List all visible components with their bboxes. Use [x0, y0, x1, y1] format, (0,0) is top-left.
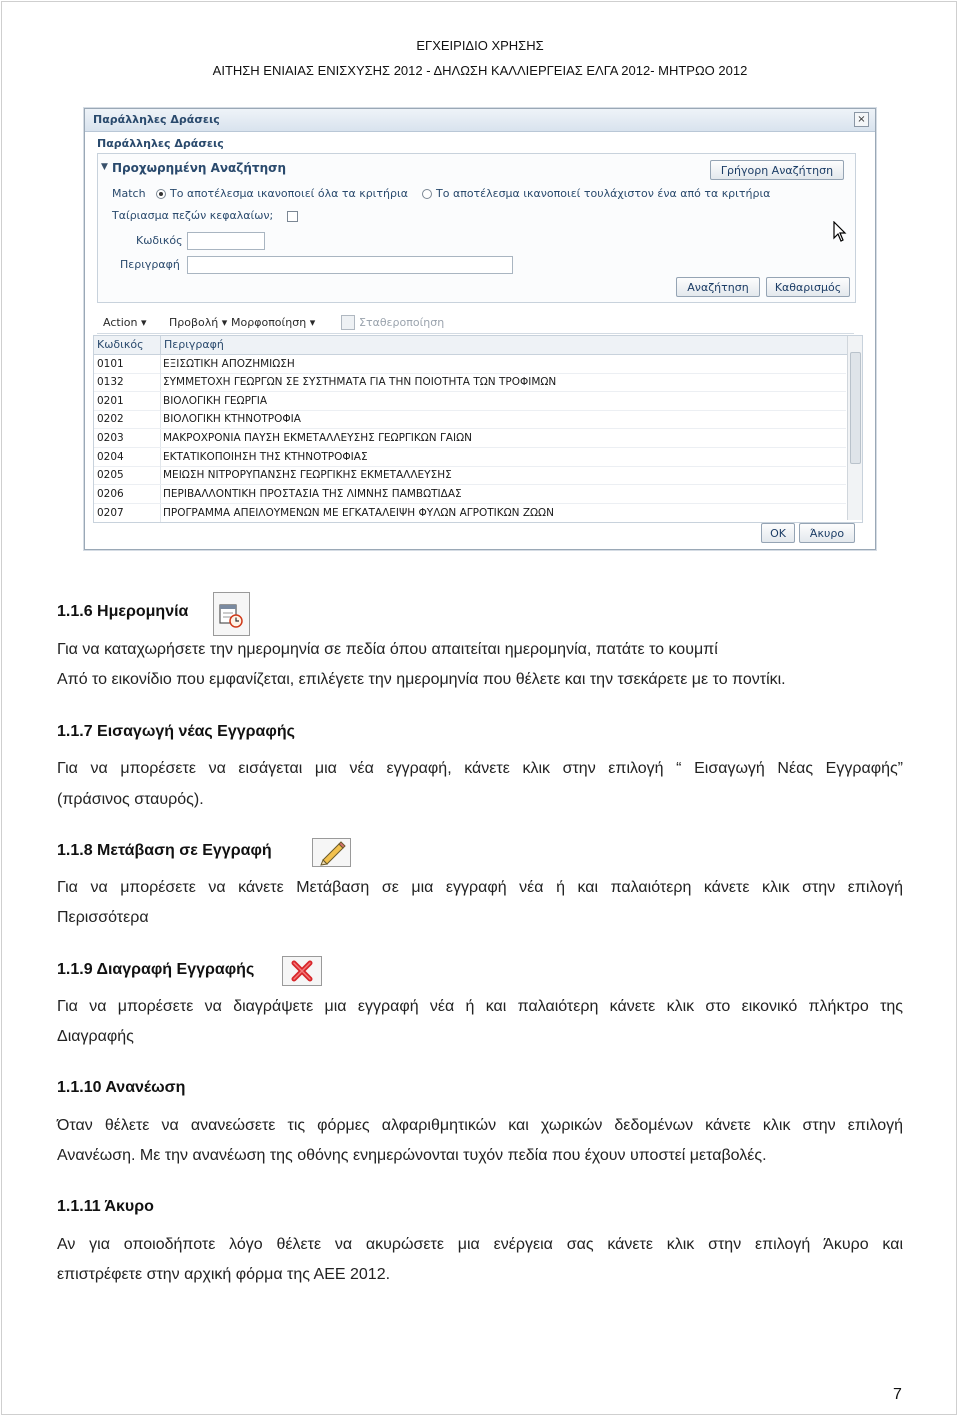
quick-search-button[interactable]: Γρήγορη Αναζήτηση — [710, 160, 844, 180]
section-cancel-heading: 1.1.11 Άκυρο — [57, 1198, 154, 1215]
section-delete-record-text-2: Διαγραφής — [57, 1028, 134, 1045]
table-scrollbar[interactable] — [847, 336, 862, 520]
view-menu[interactable]: Προβολή ▾ — [169, 316, 228, 329]
description-input[interactable] — [187, 256, 513, 274]
section-refresh-text-2: Ανανέωση. Με την ανανέωση της οθόνης ενημερώνονται τυχόν πεδία που έχουν υποστεί μεταβολές. — [57, 1147, 767, 1164]
table-toolbar — [97, 311, 854, 334]
advanced-search-title: Προχωρημένη Αναζήτηση — [112, 161, 287, 175]
description-label: Περιγραφή — [120, 258, 180, 271]
dialog-title: Παράλληλες Δράσεις — [93, 113, 220, 126]
match-all-radio[interactable] — [156, 189, 166, 199]
column-header-description[interactable]: Περιγραφή — [160, 336, 850, 355]
section-new-record-text-1: Για να μπορέσετε να εισάγεται μια νέα εγγραφή, κάνετε κλικ στην επιλογή “ Εισαγωγή Νέας Εγγραφής” — [57, 760, 903, 777]
match-any-label: Το αποτέλεσμα ικανοποιεί τουλάχιστον ένα από τα κριτήρια — [436, 187, 771, 200]
manual-header-title: ΕΓΧΕΙΡΙΔΙΟ ΧΡΗΣΗΣ — [416, 38, 544, 53]
table-row[interactable]: 0205 ΜΕΙΩΣΗ ΝΙΤΡΟΡΥΠΑΝΣΗΣ ΓΕΩΡΓΙΚΗΣ ΕΚΜΕΤΑΛΛΕΥΣΗΣ — [94, 466, 846, 485]
format-menu[interactable]: Μορφοποίηση ▾ — [231, 316, 316, 329]
table-row[interactable]: 0206 ΠΕΡΙΒΑΛΛΟΝΤΙΚΗ ΠΡΟΣΤΑΣΙΑ ΤΗΣ ΛΙΜΝΗΣ ΠΑΜΒΩΤΙΔΑΣ — [94, 485, 846, 504]
action-menu[interactable]: Action ▾ — [103, 316, 147, 329]
dialog-subtitle: Παράλληλες Δράσεις — [97, 137, 224, 150]
scrollbar-thumb[interactable] — [850, 352, 861, 464]
section-goto-record-text-2: Περισσότερα — [57, 909, 149, 926]
ok-button[interactable]: OK — [761, 523, 795, 543]
collapse-caret-icon[interactable]: ▼ — [101, 162, 108, 172]
cancel-button[interactable]: Άκυρο — [799, 523, 855, 543]
section-date-text-1: Για να καταχωρήσετε την ημερομηνία σε πεδία όπου απαιτείται ημερομηνία, πατάτε το κουμπί — [57, 641, 718, 658]
table-row[interactable]: 0207 ΠΡΟΓΡΑΜΜΑ ΑΠΕΙΛΟΥΜΕΝΩΝ ΜΕ ΕΓΚΑΤΑΛΕΙΨΗ ΦΥΛΩΝ ΑΓΡΟΤΙΚΩΝ ΖΩΩΝ — [94, 504, 846, 523]
match-all-label: Το αποτέλεσμα ικανοποιεί όλα τα κριτήρια — [170, 187, 408, 200]
section-refresh-heading: 1.1.10 Ανανέωση — [57, 1079, 186, 1096]
table-row[interactable]: 0203 ΜΑΚΡΟΧΡΟΝΙΑ ΠΑΥΣΗ ΕΚΜΕΤΑΛΛΕΥΣΗΣ ΓΕΩΡΓΙΚΩΝ ΓΑΙΩΝ — [94, 429, 846, 448]
code-label: Κωδικός — [136, 234, 183, 247]
section-delete-record-heading: 1.1.9 Διαγραφή Εγγραφής — [57, 961, 255, 978]
freeze-button[interactable]: Σταθεροποίηση — [359, 316, 445, 329]
table-row[interactable]: 0202 ΒΙΟΛΟΓΙΚΗ ΚΤΗΝΟΤΡΟΦΙΑ — [94, 410, 846, 429]
section-cancel-text-2: επιστρέφετε στην αρχική φόρμα της ΑΕΕ 2012. — [57, 1266, 391, 1283]
section-new-record-text-2: (πράσινος σταυρός). — [57, 791, 204, 808]
parallel-actions-dialog — [84, 108, 876, 550]
section-goto-record-heading: 1.1.8 Μετάβαση σε Εγγραφή — [57, 842, 272, 859]
advanced-search-panel — [97, 153, 856, 303]
section-goto-record-text-1: Για να μπορέσετε να κάνετε Μετάβαση σε μια εγγραφή νέα ή και παλαιότερη κάνετε κλικ στην επιλογή — [57, 879, 903, 896]
case-match-label: Ταίριασμα πεζών κεφαλαίων; — [112, 209, 274, 222]
dialog-titlebar — [85, 109, 875, 132]
section-date-text-2: Από το εικονίδιο που εμφανίζεται, επιλέγετε την ημερομηνία που θέλετε και την τσεκάρετε με το ποντίκι. — [57, 671, 786, 688]
section-new-record-heading: 1.1.7 Εισαγωγή νέας Εγγραφής — [57, 723, 295, 740]
table-row[interactable]: 0204 ΕΚΤΑΤΙΚΟΠΟΙΗΣΗ ΤΗΣ ΚΤΗΝΟΤΡΟΦΙΑΣ — [94, 448, 846, 467]
match-any-radio[interactable] — [422, 189, 432, 199]
pencil-icon — [312, 838, 351, 867]
table-row[interactable]: 0201 ΒΙΟΛΟΓΙΚΗ ΓΕΩΡΓΙΑ — [94, 392, 846, 411]
clear-button[interactable]: Καθαρισμός — [766, 277, 850, 297]
manual-header-subtitle: ΑΙΤΗΣΗ ΕΝΙΑΙΑΣ ΕΝΙΣΧΥΣΗΣ 2012 - ΔΗΛΩΣΗ ΚΑΛΛΙΕΡΓΕΙΑΣ ΕΛΓΑ 2012- ΜΗΤΡΩΟ 2012 — [212, 63, 748, 78]
match-label: Match — [112, 187, 146, 200]
mouse-cursor-icon — [833, 221, 847, 243]
case-match-checkbox[interactable] — [287, 211, 298, 222]
results-table — [93, 335, 863, 523]
page-number: 7 — [893, 1386, 902, 1403]
calendar-clock-icon — [213, 592, 250, 636]
table-row[interactable]: 0132 ΣΥΜΜΕΤΟΧΗ ΓΕΩΡΓΩΝ ΣΕ ΣΥΣΤΗΜΑΤΑ ΓΙΑ ΤΗΝ ΠΟΙΟΤΗΤΑ ΤΩΝ ΤΡΟΦΙΜΩΝ — [94, 373, 846, 392]
column-header-code[interactable]: Κωδικός — [94, 336, 163, 355]
search-button[interactable]: Αναζήτηση — [676, 277, 760, 297]
code-input[interactable] — [187, 232, 265, 250]
table-row[interactable]: 0101 ΕΞΙΣΩΤΙΚΗ ΑΠΟΖΗΜΙΩΣΗ — [94, 355, 846, 374]
section-delete-record-text-1: Για να μπορέσετε να διαγράψετε μια εγγραφή νέα ή και παλαιότερη κάνετε κλικ στο εικονικό πλήκτρο της — [57, 998, 903, 1015]
freeze-icon — [341, 315, 355, 330]
close-icon[interactable]: × — [854, 112, 869, 127]
delete-x-icon — [282, 956, 322, 986]
section-date-heading: 1.1.6 Ημερομηνία — [57, 603, 189, 620]
section-refresh-text-1: Όταν θέλετε να ανανεώσετε τις φόρμες αλφαριθμητικών και χωρικών δεδομένων κάνετε κλικ στην επιλογή — [57, 1117, 903, 1134]
section-cancel-text-1: Αν για οποιοδήποτε λόγο θέλετε να ακυρώσετε μια ενέργεια σας κάνετε κλικ στην επιλογή Άκυρο και — [57, 1236, 903, 1253]
